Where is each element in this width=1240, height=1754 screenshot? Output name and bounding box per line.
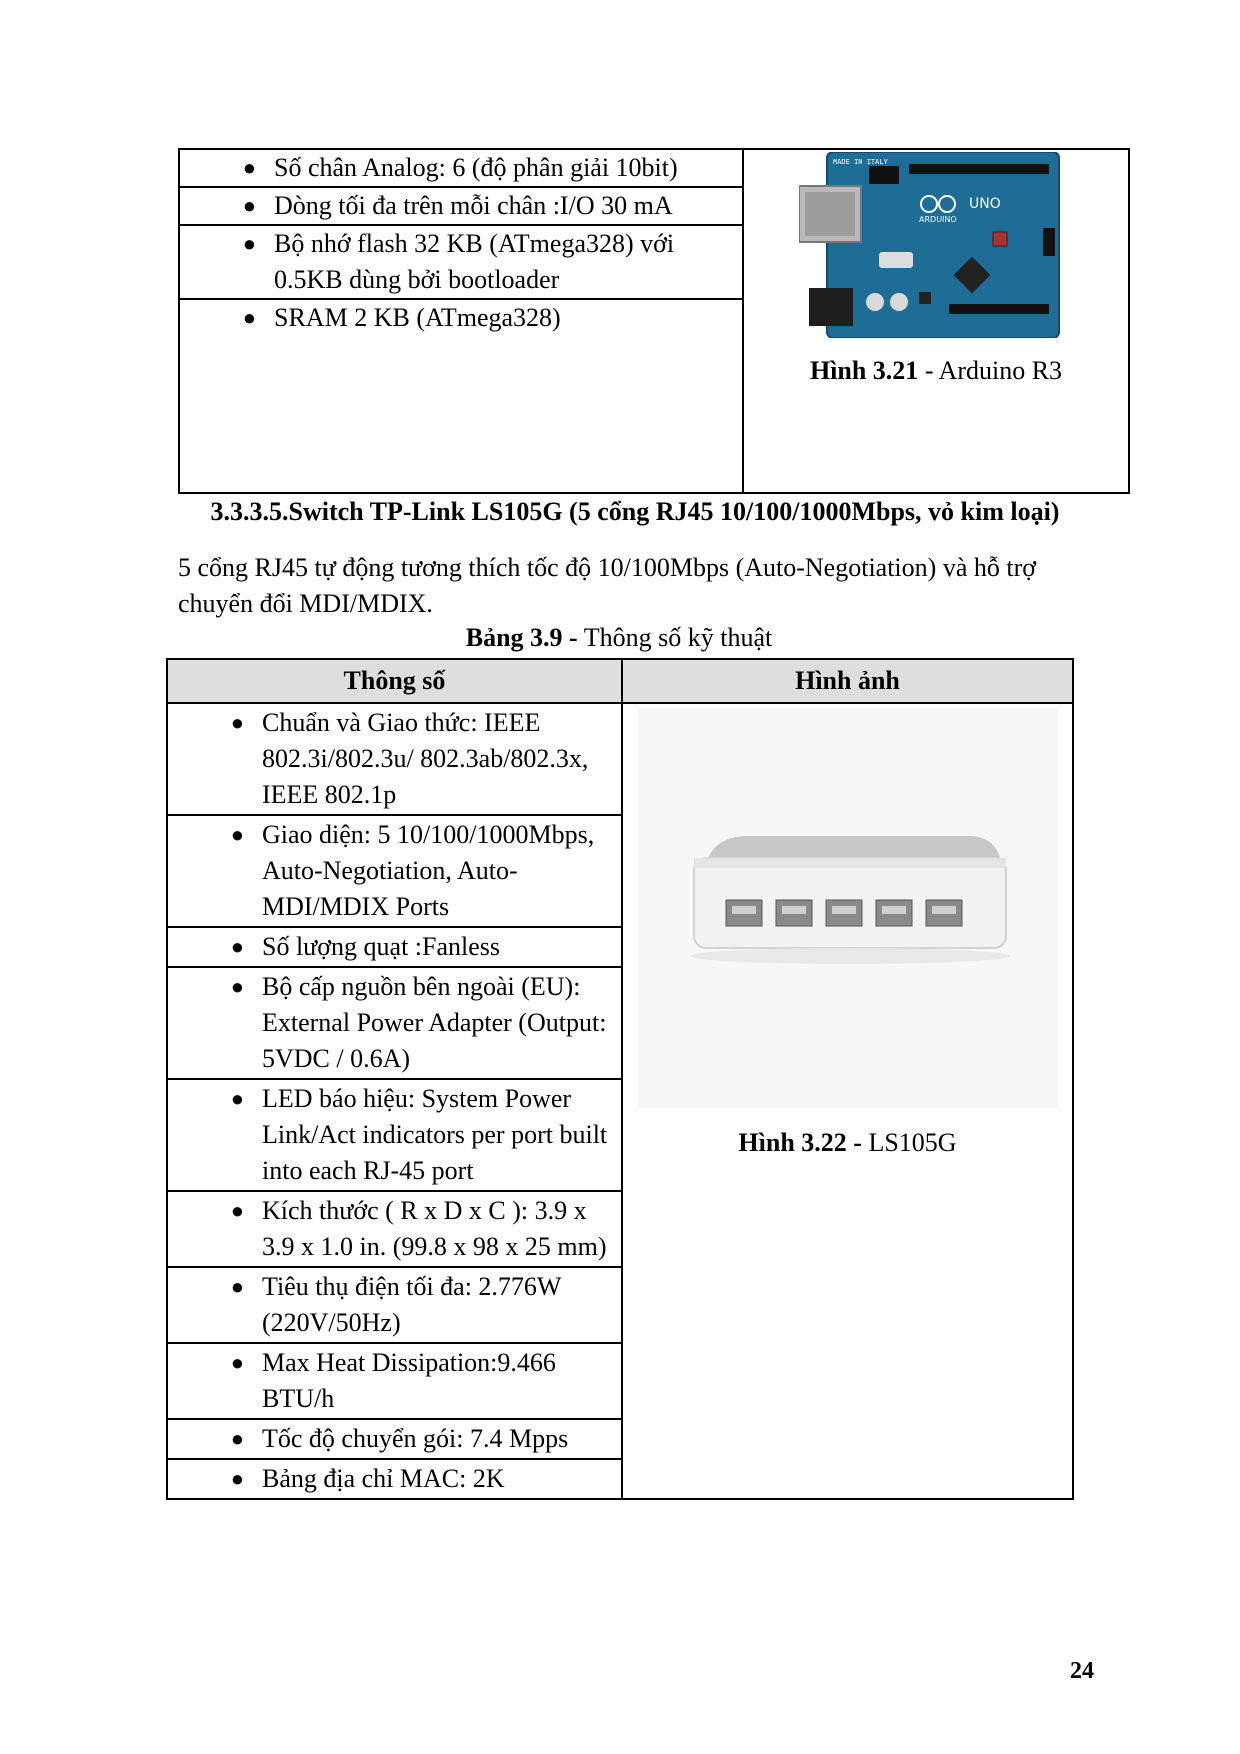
arduino-figure-cell [743, 149, 1129, 493]
spec-text: Số lượng quạt :Fanless [262, 932, 501, 961]
figure-text: - Arduino R3 [918, 356, 1063, 385]
bullet-icon: ● [230, 710, 244, 735]
column-header-image: Hình ảnh [622, 659, 1073, 703]
spec-row [167, 927, 622, 967]
table-caption-label: Bảng 3.9 - [465, 623, 578, 652]
page-number: 24 [1070, 1658, 1094, 1684]
switch-figure-cell [622, 703, 1073, 1499]
arduino-board-image [799, 152, 1061, 338]
spec-text: Chuẩn và Giao thức: IEEE 802.3i/802.3u/ 802.3ab/802.3x, IEEE 802.1p [262, 708, 589, 809]
spec-row [167, 1419, 622, 1459]
spec-row [167, 1343, 622, 1419]
bullet-icon: ● [242, 305, 256, 330]
bullet-icon: ● [230, 1466, 244, 1491]
bullet-icon: ● [242, 155, 256, 180]
spec-text: Tiêu thụ điện tối đa: 2.776W (220V/50Hz) [262, 1272, 561, 1337]
spec-row [167, 967, 622, 1079]
spec-row [179, 299, 743, 493]
table-caption-text: Thông số kỹ thuật [577, 623, 773, 652]
figure-text: LS105G [861, 1128, 957, 1157]
arduino-spec-table [178, 148, 1130, 494]
section-heading: 3.3.3.5.Switch TP-Link LS105G (5 cổng RJ45 10/100/1000Mbps, vỏ kim loại) [210, 497, 1060, 526]
figure-caption [623, 1128, 1072, 1158]
figure-label: Hình 3.22 - [738, 1128, 862, 1157]
spec-text: Max Heat Dissipation:9.466 BTU/h [262, 1348, 556, 1413]
spec-row [179, 149, 743, 187]
bullet-icon: ● [230, 934, 244, 959]
spec-row [167, 703, 622, 815]
switch-spec-table [166, 658, 1074, 1500]
bullet-icon: ● [230, 1350, 244, 1375]
spec-row [167, 1079, 622, 1191]
spec-text: Bộ cấp nguồn bên ngoài (EU): External Power Adapter (Output: 5VDC / 0.6A) [262, 972, 607, 1073]
spec-row [167, 1459, 622, 1499]
figure-caption [744, 356, 1128, 386]
bullet-icon: ● [242, 193, 256, 218]
bullet-icon: ● [230, 1086, 244, 1111]
spec-text: LED báo hiệu: System Power Link/Act indicators per port built into each RJ-45 port [262, 1084, 608, 1185]
board-text-uno: UNO [969, 196, 1001, 212]
bullet-icon: ● [230, 822, 244, 847]
spec-text: Giao diện: 5 10/100/1000Mbps, Auto-Negotiation, Auto-MDI/MDIX Ports [262, 820, 595, 921]
spec-text: Kích thước ( R x D x C ): 3.9 x 3.9 x 1.0 in. (99.8 x 98 x 25 mm) [262, 1196, 607, 1261]
spec-row [167, 1191, 622, 1267]
bullet-icon: ● [230, 1426, 244, 1451]
spec-text: Bộ nhớ flash 32 KB (ATmega328) với 0.5KB dùng bởi bootloader [274, 229, 675, 294]
spec-row [167, 1267, 622, 1343]
bullet-icon: ● [230, 974, 244, 999]
spec-text: SRAM 2 KB (ATmega328) [274, 303, 561, 332]
figure-label: Hình 3.21 [809, 356, 919, 385]
spec-row [179, 225, 743, 299]
bullet-icon: ● [230, 1198, 244, 1223]
body-paragraph: 5 cổng RJ45 tự động tương thích tốc độ 10/100Mbps (Auto-Negotiation) và hỗ trợ chuyển đổi MDI/MDIX. [178, 553, 1036, 618]
bullet-icon: ● [230, 1274, 244, 1299]
spec-text: Số chân Analog: 6 (độ phân giải 10bit) [274, 153, 678, 182]
column-header-specs: Thông số [167, 659, 622, 703]
spec-row [167, 815, 622, 927]
spec-text: Tốc độ chuyển gói: 7.4 Mpps [262, 1424, 569, 1453]
table-caption [166, 623, 1072, 653]
switch-image [638, 708, 1058, 1108]
board-text-arduino: ARDUINO [919, 215, 957, 224]
bullet-icon: ● [242, 231, 256, 256]
board-text-made-in: MADE IN ITALY [833, 158, 888, 166]
spec-text: Dòng tối đa trên mỗi chân :I/O 30 mA [274, 191, 673, 220]
spec-row [179, 187, 743, 225]
spec-text: Bảng địa chỉ MAC: 2K [262, 1464, 505, 1493]
